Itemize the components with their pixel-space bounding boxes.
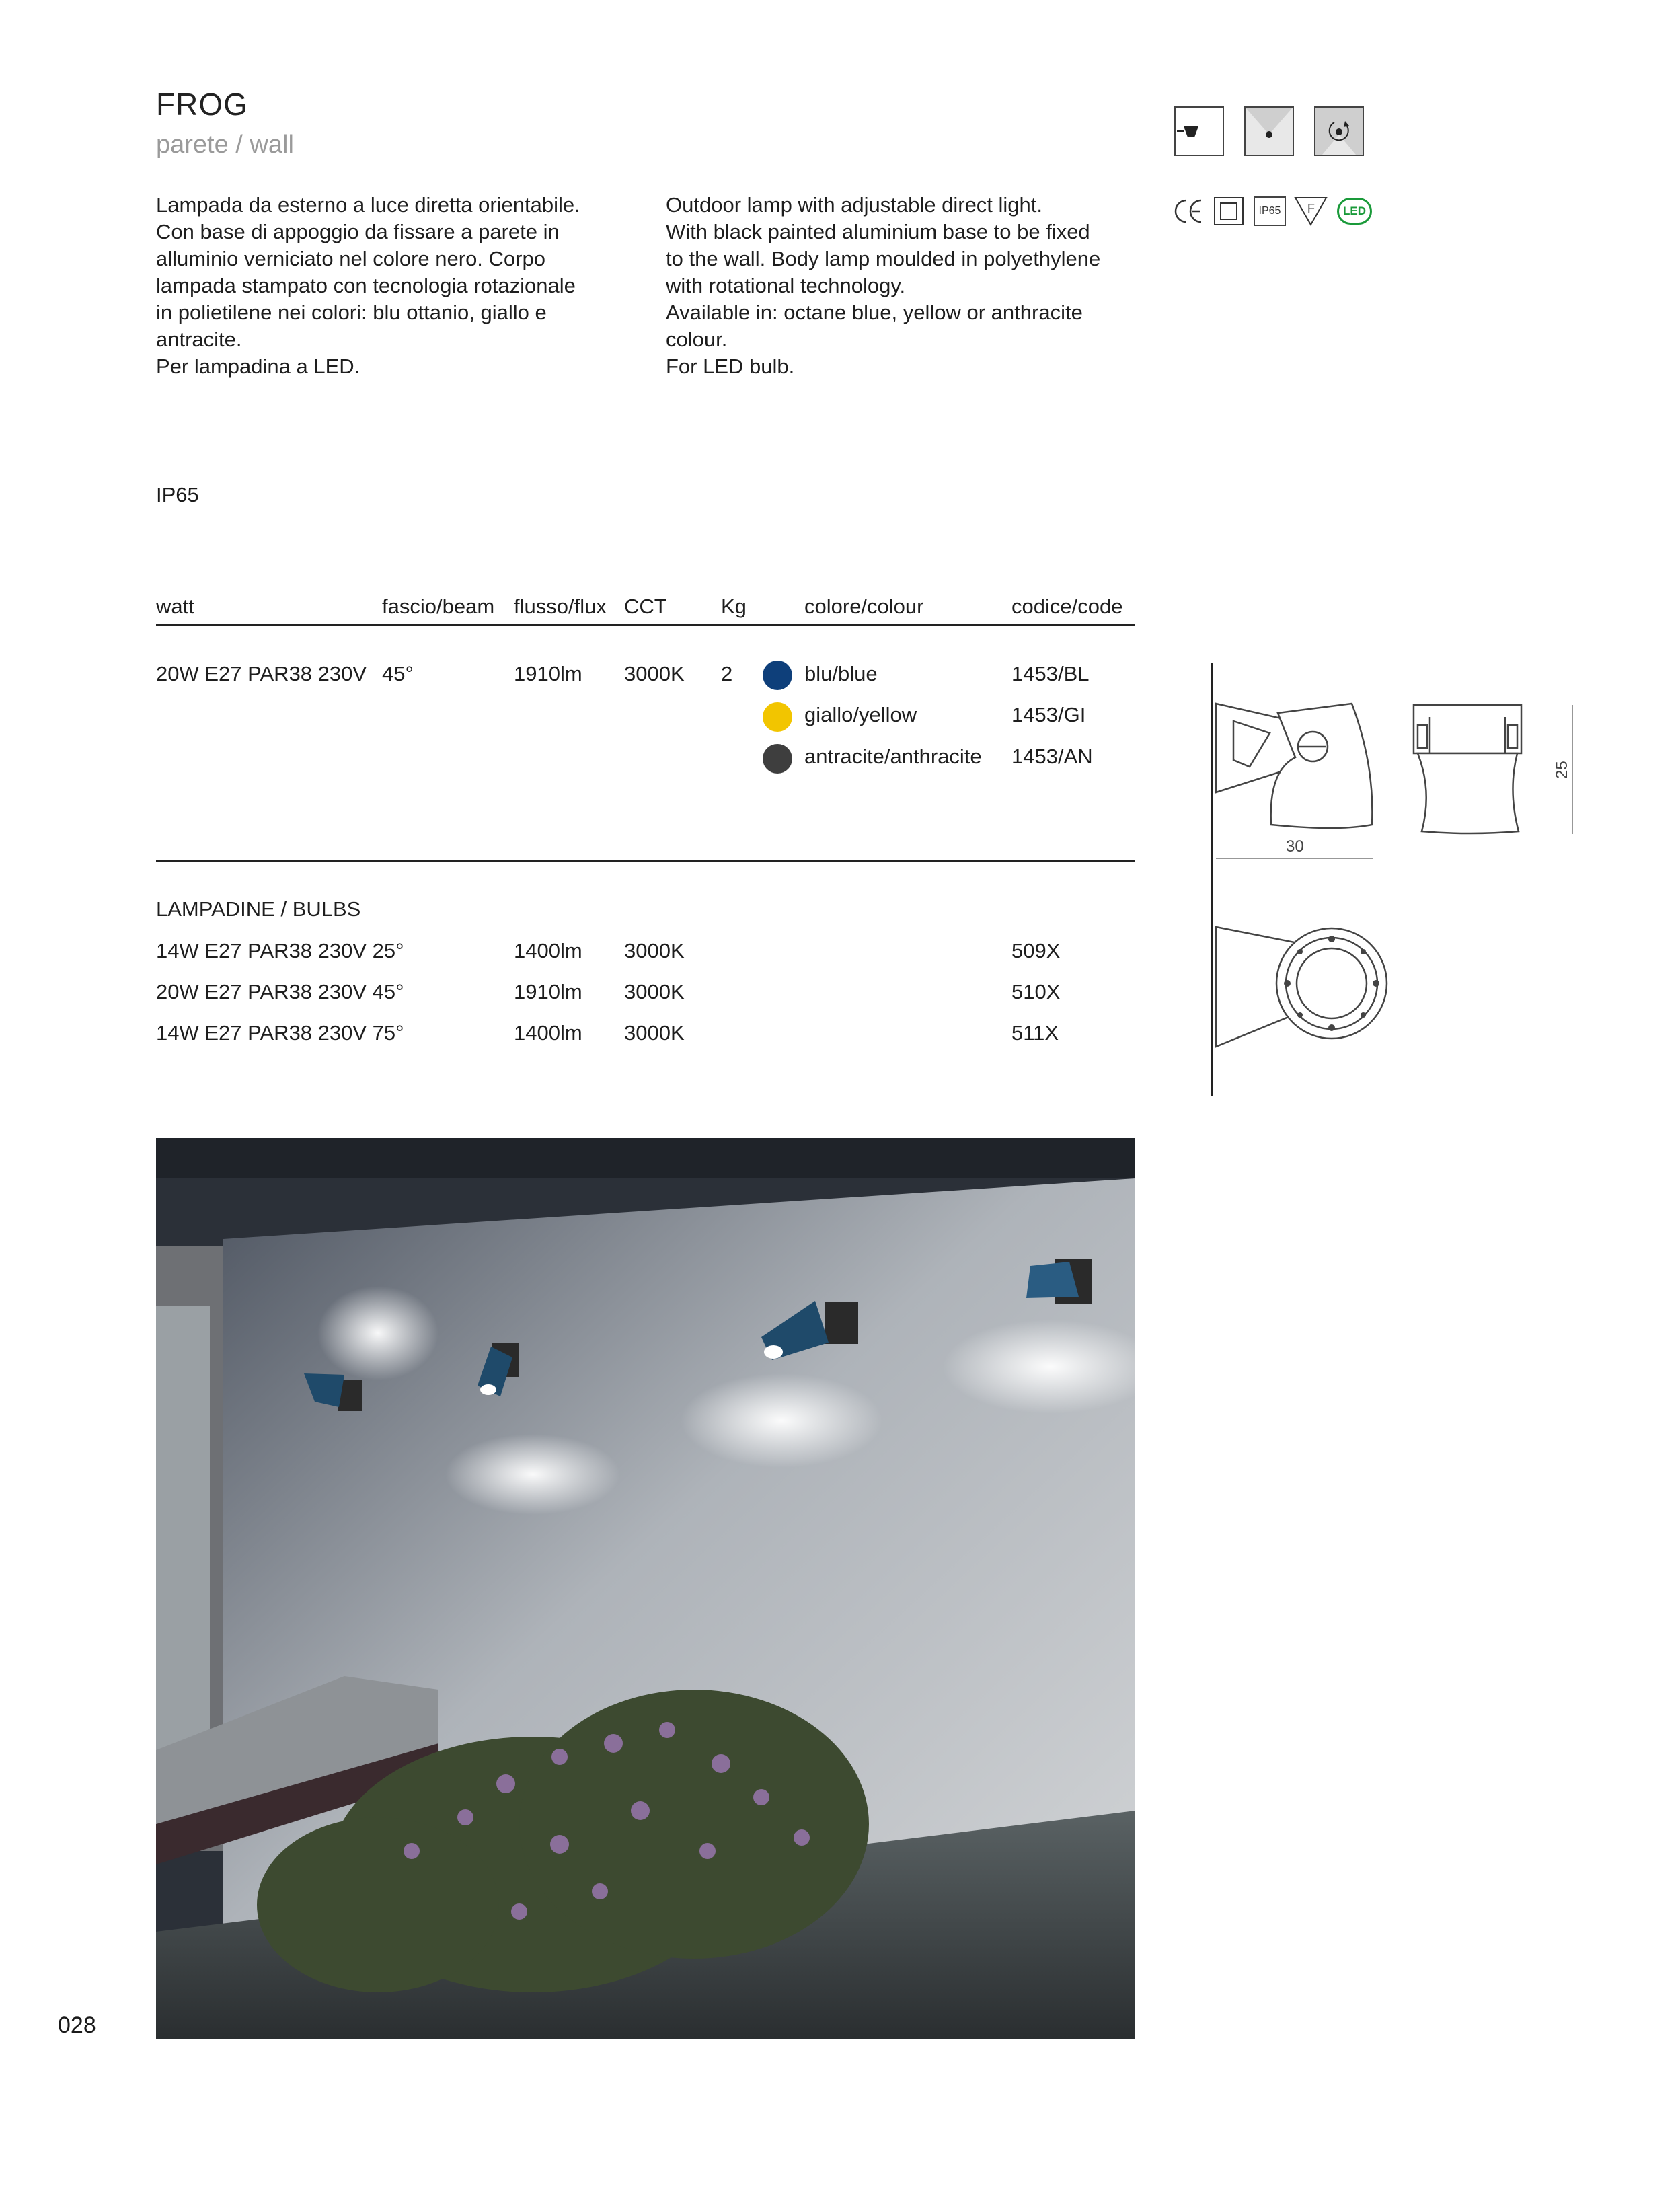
desc-it-line: in polietilene nei colori: blu ottanio, giallo e (156, 301, 547, 324)
f-mark-icon (1294, 195, 1328, 225)
svg-text:F: F (1307, 202, 1315, 215)
swatch-yellow (763, 702, 792, 732)
desc-en-line: colour. (666, 328, 728, 351)
variant-code: 1453/GI (1011, 703, 1086, 726)
row-beam: 45° (382, 662, 414, 685)
description-italian (156, 192, 627, 380)
desc-en-line: Outdoor lamp with adjustable direct light. (666, 193, 1043, 217)
header-beam: fascio/beam (382, 595, 495, 618)
ip65-icon: IP65 (1254, 196, 1286, 226)
class-ii-icon (1213, 196, 1244, 226)
header-kg: Kg (721, 595, 747, 618)
desc-en-line: with rotational technology. (666, 274, 906, 297)
desc-en-line: With black painted aluminium base to be fixed (666, 220, 1090, 243)
bulb-flux: 1910lm (514, 980, 582, 1004)
bulb-flux: 1400lm (514, 939, 582, 963)
dimension-height-label: 25 (1553, 761, 1571, 779)
product-title: FROG (156, 87, 248, 122)
swatch-blue (763, 661, 792, 690)
bulb-code: 510X (1011, 980, 1061, 1004)
row-watt: 20W E27 PAR38 230V (156, 662, 367, 685)
variant-colour: blu/blue (804, 662, 878, 685)
header-rule (156, 624, 1135, 626)
desc-en-line: Available in: octane blue, yellow or anthracite (666, 301, 1083, 324)
header-code: codice/code (1011, 595, 1123, 618)
led-icon: LED (1337, 198, 1372, 225)
header-flux: flusso/flux (514, 595, 607, 618)
desc-it-line: Per lampadina a LED. (156, 354, 360, 378)
dimension-width-label: 30 (1286, 837, 1304, 856)
technical-drawing (1204, 663, 1580, 1100)
ce-mark-icon (1172, 196, 1205, 226)
ceiling-spot-icon (1244, 106, 1294, 156)
bulb-cct: 3000K (624, 980, 685, 1004)
desc-en-line: to the wall. Body lamp moulded in polyethylene (666, 247, 1101, 270)
bulb-cct: 3000K (624, 939, 685, 963)
swatch-anthracite (763, 744, 792, 774)
bulb-cct: 3000K (624, 1021, 685, 1045)
table-bottom-rule (156, 860, 1135, 862)
bulb-spec: 20W E27 PAR38 230V 45° (156, 980, 404, 1004)
bulb-code: 511X (1011, 1021, 1059, 1045)
variant-code: 1453/AN (1011, 745, 1093, 768)
description-english (666, 192, 1137, 380)
variant-colour: giallo/yellow (804, 703, 917, 726)
row-cct: 3000K (624, 662, 685, 685)
desc-it-line: lampada stampato con tecnologia rotazionale (156, 274, 576, 297)
bulb-spec: 14W E27 PAR38 230V 25° (156, 939, 404, 963)
header-watt: watt (156, 595, 194, 618)
header-colour: colore/colour (804, 595, 924, 618)
wall-mount-icon (1174, 106, 1224, 156)
desc-it-line: Lampada da esterno a luce diretta orientabile. (156, 193, 580, 217)
desc-en-line: For LED bulb. (666, 354, 795, 378)
product-photo (156, 1138, 1135, 2039)
bulb-code: 509X (1011, 939, 1061, 963)
row-kg: 2 (721, 662, 733, 685)
desc-it-line: alluminio verniciato nel colore nero. Corpo (156, 247, 545, 270)
product-subtitle: parete / wall (156, 130, 294, 159)
adjustable-rotation-icon (1314, 106, 1364, 156)
header-cct: CCT (624, 595, 667, 618)
bulbs-heading: LAMPADINE / BULBS (156, 897, 361, 921)
bulb-flux: 1400lm (514, 1021, 582, 1045)
variant-colour: antracite/anthracite (804, 745, 982, 768)
bulb-spec: 14W E27 PAR38 230V 75° (156, 1021, 404, 1045)
variant-code: 1453/BL (1011, 662, 1090, 685)
desc-it-line: antracite. (156, 328, 242, 351)
page-number: 028 (58, 2012, 96, 2038)
row-flux: 1910lm (514, 662, 582, 685)
ip-rating: IP65 (156, 483, 199, 506)
desc-it-line: Con base di appoggio da fissare a parete in (156, 220, 560, 243)
